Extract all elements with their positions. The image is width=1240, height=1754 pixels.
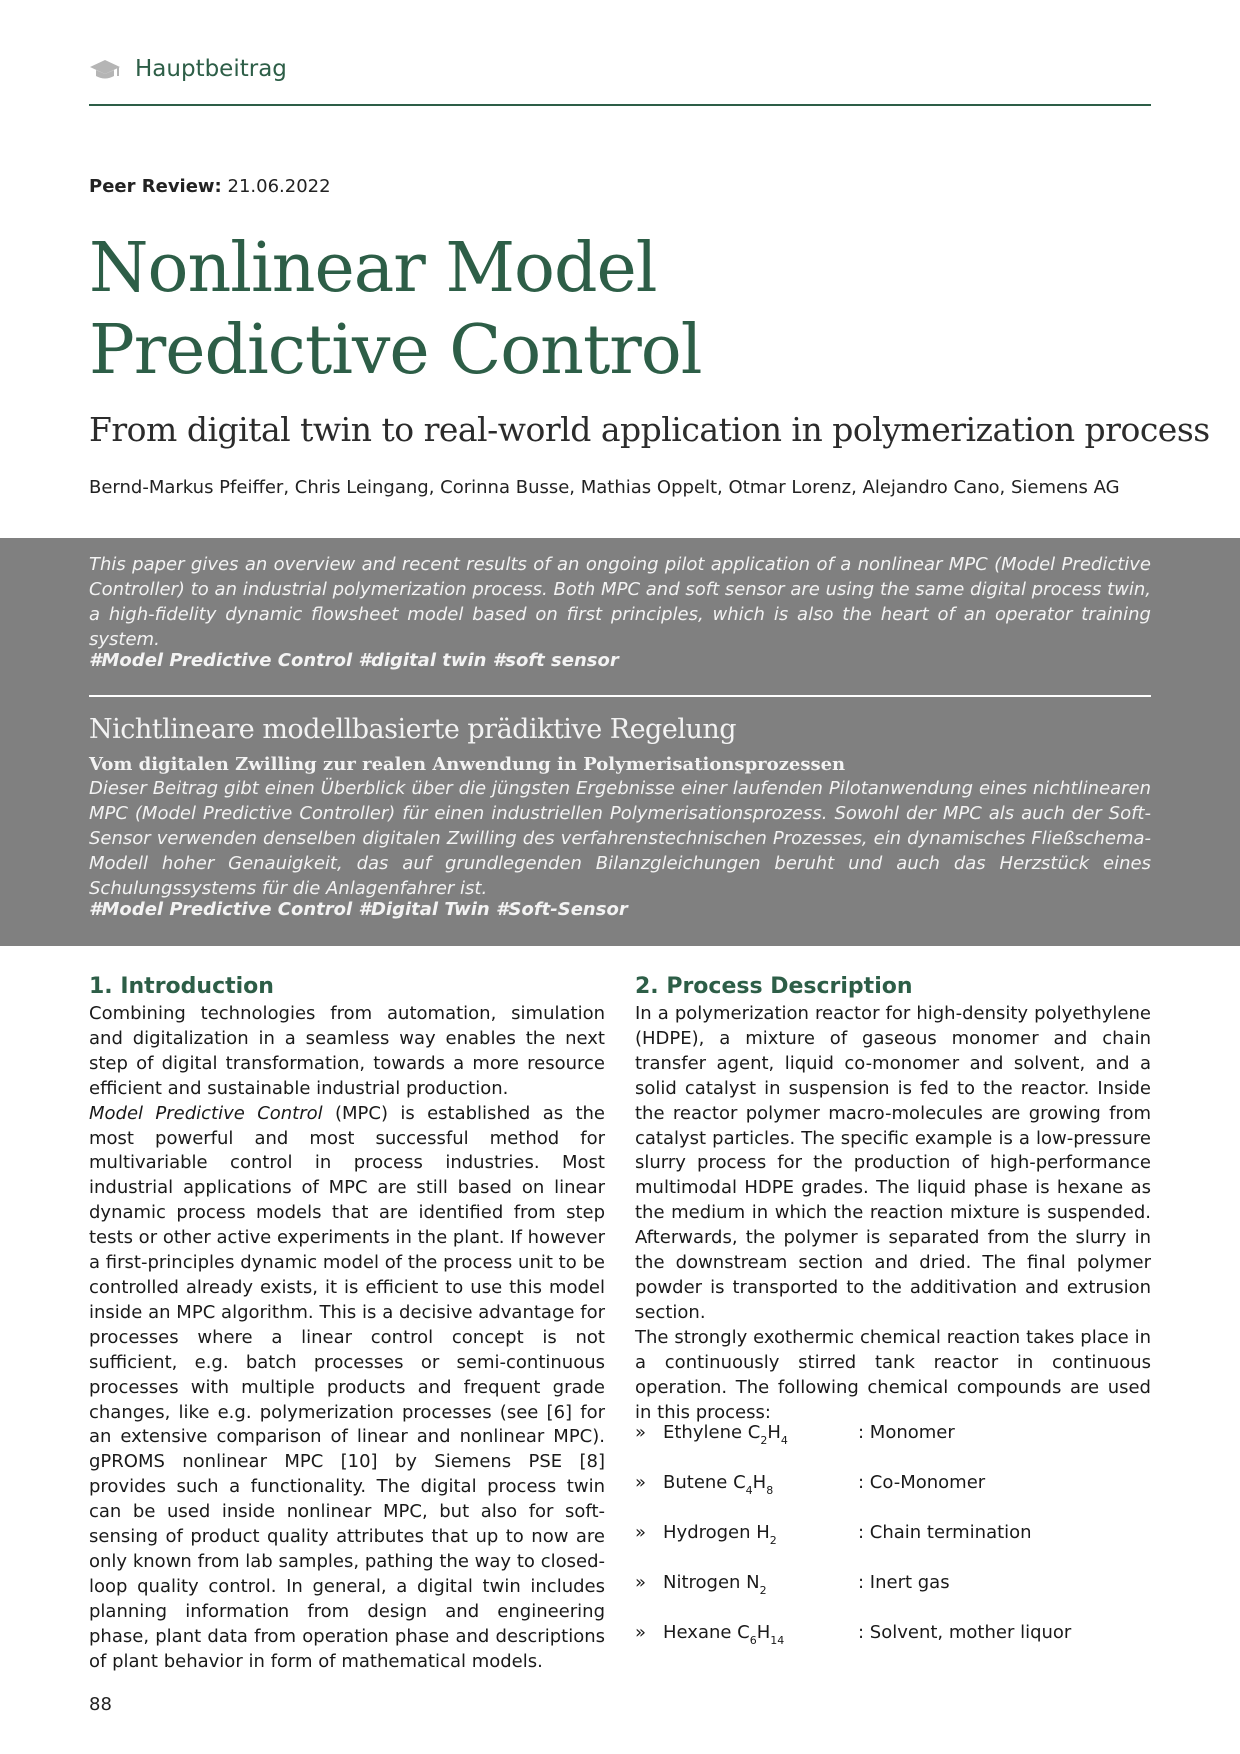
bullet-icon: »	[635, 1422, 647, 1443]
article-title	[89, 228, 1151, 392]
compound-item	[635, 1472, 1151, 1522]
peer-review-label: Peer Review:	[89, 176, 222, 197]
bullet-icon: »	[635, 1522, 647, 1543]
introduction-paragraph-1: Combining technologies from automation, simulation and digitalization in a seamless way enables the next step of digital transformation, towards a more resource efficient and sustainable industrial production.	[89, 1003, 605, 1099]
compound-list	[635, 1422, 1151, 1672]
compound-name: Ethylene $C_2H_4$	[663, 1422, 788, 1447]
mpc-term: Model Predictive Control	[89, 1102, 323, 1124]
article-subtitle: From digital twin to real-world application in polymerization process	[89, 410, 1210, 449]
abstract-divider	[89, 695, 1151, 697]
title-line-1: Nonlinear Model	[89, 229, 657, 308]
introduction-heading: 1. Introduction	[89, 974, 274, 999]
compound-role: : Co-Monomer	[858, 1472, 986, 1493]
compound-name: Nitrogen $N_2$	[663, 1572, 767, 1597]
keywords-english: #Model Predictive Control #digital twin #soft sensor	[89, 650, 619, 671]
german-subtitle: Vom digitalen Zwilling zur realen Anwendung in Polymerisationsprozessen	[89, 754, 846, 775]
keywords-german: #Model Predictive Control #Digital Twin #Soft-Sensor	[89, 899, 628, 920]
compound-item	[635, 1572, 1151, 1622]
process-paragraph-2: The strongly exothermic chemical reaction takes place in a continuously stirred tank reactor in continuous operation. The following chemical compounds are used in this process:	[635, 1326, 1151, 1423]
abstract-german: Dieser Beitrag gibt einen Überblick über die jüngsten Ergebnisse einer laufenden Pilotanwendung eines nichtlinearen MPC (Model Predictive Controller) für einen industriellen Polymerisationsprozess. Sowohl der MPC als auch der Soft-Sensor verwenden denselben digitalen Zwilling des verfahrenstechnischen Prozesses, ein dynamisches Fließschema-Modell hoher Genauigkeit, das auf grundlegenden Bilanzgleichungen beruht und auch das Herzstück eines Schulungssystems für die Anlagenfahrer ist.	[89, 778, 1151, 899]
introduction-paragraph-2	[89, 1102, 605, 1675]
section-header	[89, 52, 1151, 106]
peer-review-line	[89, 176, 331, 197]
introduction-paragraph-2-text: (MPC) is established as the most powerful and most successful method for multivariable control in process industries. Most industrial applications of MPC are still based on linear dynamic process models that are identified from step tests or other active experiments in the plant. If however a first-principles dynamic model of the process unit to be controlled already exists, it is efficient to use this model inside an MPC algorithm. This is a decisive advantage for processes where a linear control concept is not sufficient, e.g. batch processes or semi-continuous processes with multiple products and frequent grade changes, like e.g. polymerization processes (see [6] for an extensive comparison of linear and nonlinear MPC). gPROMS nonlinear MPC [10] by Siemens PSE [8] provides such a functionality. The digital process twin can be used inside nonlinear MPC, but also for soft-sensing of product quality attributes that up to now are only known from lab samples, pathing the way to closed-loop quality control. In general, a digital twin includes planning information from design and engineering phase, plant data from operation phase and descriptions of plant behavior in form of mathematical models.	[89, 1102, 606, 1672]
bullet-icon: »	[635, 1622, 647, 1643]
compound-name: Butene $C_4H_8$	[663, 1472, 774, 1497]
compound-role: : Solvent, mother liquor	[858, 1622, 1072, 1643]
left-column	[89, 972, 605, 1674]
abstract-box	[0, 538, 1240, 946]
peer-review-date: 21.06.2022	[227, 176, 331, 197]
title-line-2: Predictive Control	[89, 311, 702, 390]
bullet-icon: »	[635, 1472, 647, 1493]
abstract-english: This paper gives an overview and recent results of an ongoing pilot application of a nonlinear MPC (Model Predictive Controller) to an industrial polymerization process. Both MPC and soft sensor are using the same digital process twin, a high-fidelity dynamic flowsheet model based on first principles, which is also the heart of an operator training system.	[89, 554, 1151, 650]
bullet-icon: »	[635, 1572, 647, 1593]
compound-role: : Monomer	[858, 1422, 955, 1443]
compound-item	[635, 1422, 1151, 1472]
compound-name: Hydrogen $H_2$	[663, 1522, 777, 1547]
page-number: 88	[89, 1694, 112, 1715]
process-paragraph-1: In a polymerization reactor for high-density polyethylene (HDPE), a mixture of gaseous monomer and chain transfer agent, liquid co-monomer and solvent, and a solid catalyst in suspension is fed to the reactor. Inside the reactor polymer macro-molecules are growing from catalyst particles. The specific example is a low-pressure slurry process for the production of high-performance multimodal HDPE grades. The liquid phase is hexane as the medium in which the reaction mixture is suspended. Afterwards, the polymer is separated from the slurry in the downstream section and dried. The final polymer powder is transported to the additivation and extrusion section.	[635, 1003, 1151, 1323]
german-title: Nichtlineare modellbasierte prädiktive Regelung	[89, 714, 737, 745]
authors-line: Bernd-Markus Pfeiffer, Chris Leingang, Corinna Busse, Mathias Oppelt, Otmar Lorenz, Alejandro Cano, Siemens AG	[89, 477, 1120, 498]
compound-role: : Chain termination	[858, 1522, 1032, 1543]
right-column	[635, 972, 1151, 1425]
section-label: Hauptbeitrag	[135, 56, 287, 82]
compound-item	[635, 1522, 1151, 1572]
compound-item	[635, 1622, 1151, 1672]
compound-name: Hexane $C_6H_{14}$	[663, 1622, 785, 1647]
graduation-cap-icon	[89, 58, 121, 82]
process-description-heading: 2. Process Description	[635, 974, 913, 999]
compound-role: : Inert gas	[858, 1572, 950, 1593]
